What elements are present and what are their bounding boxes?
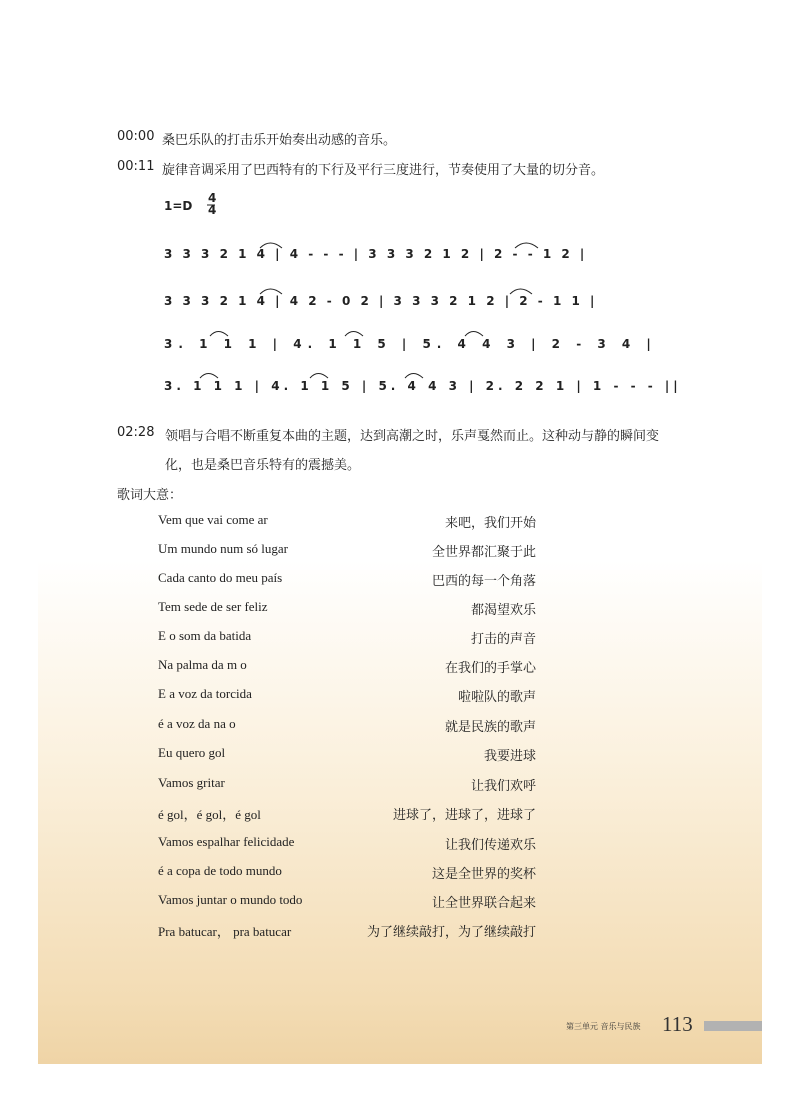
lyric-zh-8: 就是民族的歌声 [444, 720, 536, 735]
lyric-zh-3: 巴西的每一个角落 [431, 574, 536, 589]
lyric-zh-12: 让我们传递欢乐 [444, 838, 536, 853]
lyric-zh-5: 打击的声音 [470, 632, 536, 647]
numbered-notation-score [160, 190, 680, 410]
lyric-zh-13: 这是全世界的奖杯 [431, 867, 536, 882]
lyric-pt-5: E o som da batida [158, 628, 252, 643]
lyric-zh-9: 我要进球 [483, 749, 536, 764]
lyric-zh-10: 让我们欢呼 [470, 779, 536, 794]
lyric-zh-2: 全世界都汇聚于此 [431, 545, 536, 560]
timestamp-02-28: 02:28 [117, 425, 155, 440]
lyric-zh-4: 都渴望欢乐 [470, 603, 536, 618]
lyric-pt-3: Cada canto do meu país [158, 570, 283, 585]
lyric-pt-8: é a voz da na o [158, 716, 236, 731]
lyric-pt-14: Vamos juntar o mundo todo [158, 892, 303, 907]
lyric-pt-13: é a copa de todo mundo [158, 863, 282, 878]
lyric-pt-4: Tem sede de ser feliz [158, 599, 268, 614]
timestamp-00-00: 00:00 [117, 129, 155, 144]
timeline-text-00-11: 旋律音调采用了巴西特有的下行及平行三度进行，节奏使用了大量的切分音。 [162, 163, 605, 178]
notation-row-1: 3 3 3 2 1 4 | 4 - - - | 3 3 3 2 1 2 | 2 - - 1 2 | [164, 247, 588, 261]
notation-row-3: 3. 1 1 1 | 4. 1 1 5 | 5. 4 4 3 | 2 - 3 4 | [164, 337, 657, 351]
time-signature-bottom: 4 [208, 203, 217, 217]
lyric-pt-11: é gol，é gol，é gol [158, 807, 261, 822]
lyric-zh-11: 进球了，进球了，进球了 [392, 808, 536, 823]
lyric-pt-6: Na palma da m o [158, 657, 247, 672]
timeline-text-00-00: 桑巴乐队的打击乐开始奏出动感的音乐。 [162, 133, 397, 148]
page-number: 113 [662, 1012, 693, 1036]
notation-row-2: 3 3 3 2 1 4 | 4 2 - 0 2 | 3 3 3 2 1 2 | 2 - 1 1 | [164, 294, 598, 308]
lyric-zh-15: 为了继续敲打，为了继续敲打 [366, 925, 536, 940]
lyric-pt-15: Pra batucar， pra batucar [158, 924, 292, 939]
lyric-pt-9: Eu quero gol [158, 745, 226, 760]
lyric-pt-2: Um mundo num só lugar [158, 541, 288, 556]
lyric-zh-6: 在我们的手掌心 [444, 661, 536, 676]
later-text-line2: 化，也是桑巴音乐特有的震撼美。 [165, 458, 361, 473]
footer-unit-label: 第三单元 音乐与民族 [566, 1022, 641, 1031]
lyrics-heading: 歌词大意： [117, 488, 183, 503]
lyric-pt-12: Vamos espalhar felicidade [158, 834, 295, 849]
notation-row-4: 3. 1 1 1 | 4. 1 1 5 | 5. 4 4 3 | 2. 2 2 1 | 1 - - - || [164, 379, 680, 393]
lyric-pt-1: Vem que vai come ar [158, 512, 268, 527]
footer-bar [704, 1021, 762, 1031]
timestamp-00-11: 00:11 [117, 159, 155, 174]
lyric-zh-7: 啦啦队的歌声 [457, 690, 536, 705]
later-text-line1: 领唱与合唱不断重复本曲的主题，达到高潮之时，乐声戛然而止。这种动与静的瞬间变 [165, 429, 660, 444]
lyric-zh-14: 让全世界联合起来 [431, 896, 536, 911]
lyric-pt-10: Vamos gritar [158, 775, 225, 790]
time-signature-top: 4 [208, 191, 217, 205]
key-signature: 1=D [164, 199, 193, 213]
lyric-zh-1: 来吧，我们开始 [444, 516, 536, 531]
lyric-pt-7: E a voz da torcida [158, 686, 252, 701]
